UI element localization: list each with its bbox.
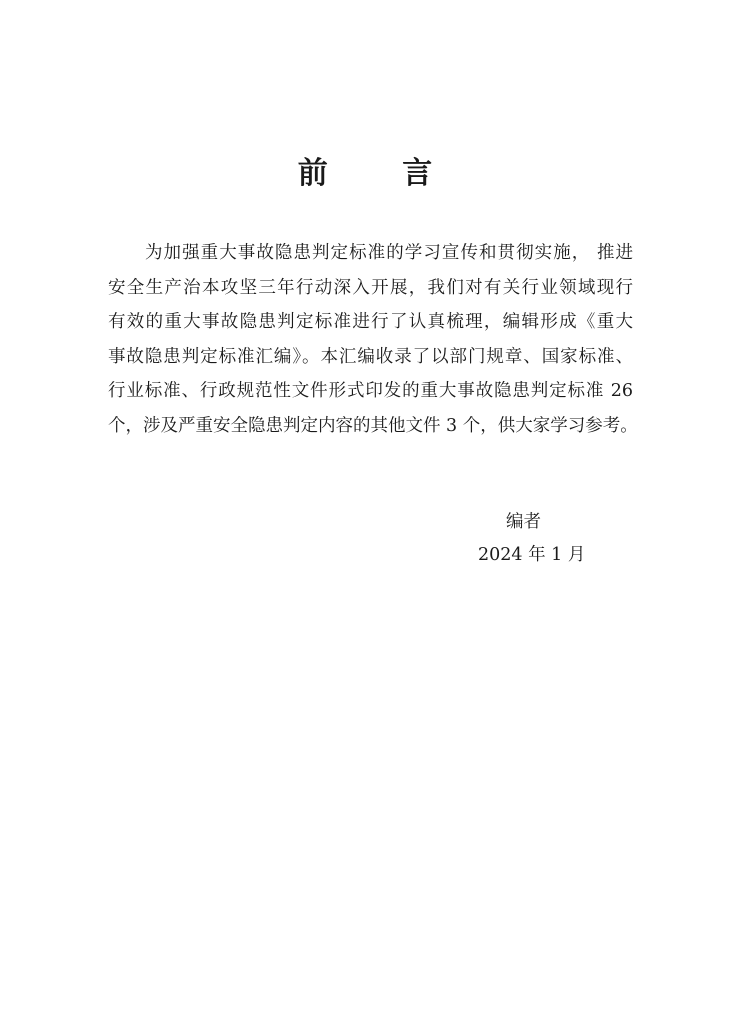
paragraph-line: 个，涉及严重安全隐患判定内容的其他文件 3 个，供大家学习参考。 [108, 415, 638, 436]
page-title: 前 言 [297, 156, 465, 191]
paragraph-line: 事故隐患判定标准汇编》。本汇编收录了以部门规章、国家标准、 [108, 346, 633, 367]
paragraph-line: 行业标准、行政规范性文件形式印发的重大事故隐患判定标准 26 [108, 381, 633, 401]
signature-author: 编者 [506, 512, 541, 532]
paragraph-line: 有效的重大事故隐患判定标准进行了认真梳理，编辑形成《重大 [108, 312, 633, 332]
paragraph-line: 安全生产治本攻坚三年行动深入开展，我们对有关行业领域现行 [108, 277, 633, 298]
paragraph-line: 为加强重大事故隐患判定标准的学习宣传和贯彻实施， 推进 [145, 243, 633, 263]
signature-date: 2024 年 1 月 [478, 545, 586, 565]
preface-paragraph [108, 236, 638, 443]
